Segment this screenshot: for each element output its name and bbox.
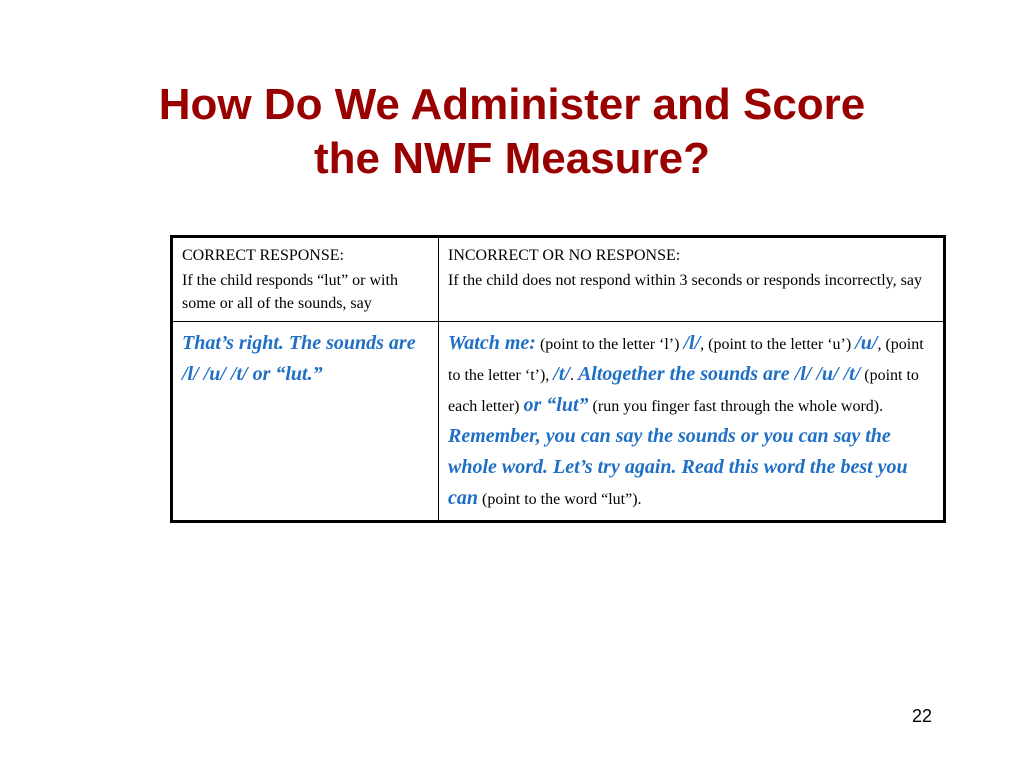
script-direction-4: . [569,367,578,384]
script-altogether: Altogether the sounds are /l/ /u/ /t/ [577,363,861,385]
script-sound-l: /l/ [683,332,701,354]
script-remember: Remember, you can say the sounds or you can say the whole word. Let’s try again. Read this word the best you can [448,425,908,509]
page-number: 22 [912,706,933,726]
incorrect-response-heading: INCORRECT OR NO RESPONSE: [448,247,681,264]
script-direction-3: , (point to the letter ‘t’), [448,336,924,384]
slide-title-line-1: How Do We Administer and Score [158,80,866,129]
script-or-lut: or “lut” [523,394,589,416]
script-sound-t: /t/ [553,363,570,385]
incorrect-response-script-cell [439,322,945,522]
script-direction-6: (run you finger fast through the whole word). [588,398,884,415]
script-direction-1: (point to the letter ‘l’) [535,336,684,353]
script-sound-u: /u/ [855,332,878,354]
table-script-row [172,322,945,522]
correct-response-heading: CORRECT RESPONSE: [182,247,344,264]
table-header-row [172,237,945,322]
response-table [170,235,946,523]
correct-response-script-cell [172,322,439,522]
correct-response-script: That’s right. The sounds are /l/ /u/ /t/ or “lut.” [182,332,416,385]
script-direction-5: (point to each letter) [448,367,919,415]
incorrect-response-header-cell [439,237,945,322]
incorrect-response-instruction: If the child does not respond within 3 seconds or responds incorrectly, say [448,272,922,289]
correct-response-instruction: If the child responds “lut” or with some or all of the sounds, say [182,272,398,312]
slide-title-line-2: the NWF Measure? [313,134,711,183]
script-direction-7: (point to the word “lut”). [478,491,642,508]
slide-title [40,78,984,186]
script-watch-me: Watch me: [448,332,536,354]
script-direction-2: , (point to the letter ‘u’) [700,336,856,353]
correct-response-header-cell [172,237,439,322]
